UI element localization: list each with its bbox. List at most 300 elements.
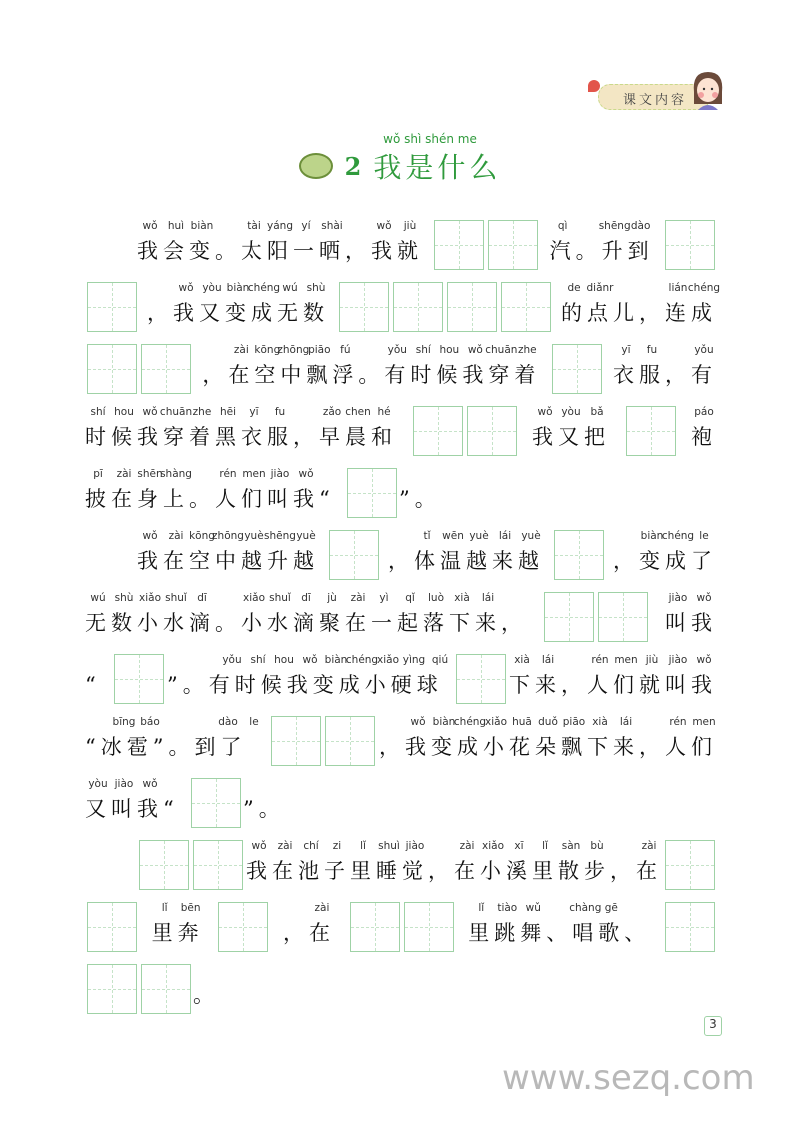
pinyin: zài	[168, 530, 184, 542]
pinyin-row	[561, 282, 721, 298]
pinyin	[189, 468, 215, 484]
girl-avatar-icon	[690, 70, 726, 110]
pinyin: biàn	[190, 220, 214, 232]
answer-box[interactable]	[447, 282, 497, 332]
blank-group	[663, 220, 717, 270]
blank-group	[432, 220, 540, 270]
pinyin	[163, 716, 189, 732]
text-segment	[379, 716, 717, 766]
lesson-title-text: 我是什么	[373, 151, 502, 184]
pinyin: yìng	[402, 654, 426, 666]
hanzi-text: 我在空中越升越	[137, 549, 319, 573]
answer-box[interactable]	[141, 344, 191, 394]
pinyin: yǒu	[694, 344, 714, 356]
pinyin-row	[379, 716, 717, 732]
pinyin: wǔ	[525, 902, 541, 914]
pinyin: chéng	[247, 282, 281, 294]
pinyin: zi	[332, 840, 342, 852]
text-segment	[85, 716, 267, 766]
pinyin-row	[283, 902, 335, 918]
blank-group	[85, 282, 139, 332]
pinyin: chéng	[661, 530, 695, 542]
pinyin: zài	[314, 902, 330, 914]
blank-group	[85, 344, 193, 394]
text-segment	[243, 778, 295, 828]
text-segment	[137, 530, 319, 580]
text-line	[85, 518, 717, 580]
hanzi-text: 又叫我“	[85, 797, 179, 821]
answer-box[interactable]	[347, 468, 397, 518]
pinyin: hou	[439, 344, 460, 356]
text-segment	[85, 654, 111, 704]
pinyin: wǒ	[467, 344, 483, 356]
text-segment	[152, 902, 204, 952]
pinyin-row	[202, 344, 540, 360]
pinyin-row	[193, 964, 219, 980]
answer-box[interactable]	[554, 530, 604, 580]
pinyin: chuān	[485, 344, 518, 356]
blank-group	[85, 902, 139, 952]
pinyin: yuè	[521, 530, 541, 542]
answer-box[interactable]	[467, 406, 517, 456]
pinyin: fu	[646, 344, 658, 356]
lesson-number: 2	[344, 151, 362, 181]
pinyin: wǒ	[696, 592, 712, 604]
hanzi-text: 的点儿，连成	[561, 301, 717, 325]
pinyin: yòu	[202, 282, 222, 294]
text-segment	[246, 840, 662, 890]
pinyin: rén	[669, 716, 687, 728]
text-segment	[283, 902, 335, 952]
pinyin: wǒ	[142, 406, 158, 418]
pinyin-row	[137, 530, 319, 546]
pinyin: jiào	[668, 654, 688, 666]
pinyin-row	[85, 406, 397, 422]
text-segment	[399, 468, 451, 518]
blank-group	[137, 840, 245, 890]
pinyin-row	[85, 716, 267, 732]
answer-box[interactable]	[87, 282, 137, 332]
hanzi-text: 里奔	[151, 921, 204, 945]
pinyin: yǒu	[387, 344, 407, 356]
pinyin: wú	[282, 282, 298, 294]
hanzi-text: 袍	[691, 425, 717, 449]
pinyin: chéng	[345, 654, 379, 666]
pinyin: hēi	[219, 406, 237, 418]
answer-box[interactable]	[141, 964, 191, 1014]
pinyin: pī	[93, 468, 103, 480]
pinyin	[388, 530, 414, 546]
pig-badge-icon	[299, 153, 333, 179]
pinyin: shuǐ	[165, 592, 187, 604]
pinyin: biàn	[640, 530, 664, 542]
pinyin-row	[167, 654, 453, 670]
pinyin-row	[85, 468, 345, 484]
pinyin: xià	[592, 716, 608, 728]
answer-box[interactable]	[434, 220, 484, 270]
pinyin-row	[532, 406, 610, 422]
pinyin: yuè	[469, 530, 489, 542]
pinyin: yòu	[88, 778, 108, 790]
pinyin-row	[691, 406, 717, 422]
pinyin: bīng	[112, 716, 136, 728]
text-segment	[613, 344, 717, 394]
pinyin: sàn	[561, 840, 581, 852]
pinyin-row	[665, 592, 717, 608]
hanzi-text: 叫我	[665, 611, 717, 635]
text-segment	[550, 220, 654, 270]
answer-box[interactable]	[271, 716, 321, 766]
pinyin: men	[614, 654, 638, 666]
pinyin	[243, 778, 269, 794]
pinyin	[613, 530, 639, 546]
pinyin	[319, 468, 345, 484]
pinyin: wǒ	[410, 716, 426, 728]
pinyin	[399, 468, 425, 484]
answer-box[interactable]	[598, 592, 648, 642]
text-segment	[85, 406, 397, 456]
pinyin: qiú	[431, 654, 449, 666]
pinyin	[167, 654, 193, 670]
pinyin: zǎo	[322, 406, 342, 418]
pinyin	[639, 716, 665, 732]
pinyin	[215, 220, 241, 236]
pinyin: shēng	[264, 530, 296, 542]
text-segment	[85, 778, 189, 828]
pinyin: kōng	[254, 344, 281, 356]
pinyin: fú	[340, 344, 351, 356]
pinyin: lǐ	[542, 840, 548, 852]
pinyin: huā	[512, 716, 532, 728]
pinyin: xiǎo	[139, 592, 161, 604]
pinyin: shí	[250, 654, 266, 666]
pinyin	[163, 778, 189, 794]
hanzi-text: ，体温越来越	[388, 549, 544, 573]
pinyin: tài	[247, 220, 261, 232]
pinyin: men	[242, 468, 266, 480]
blank-group	[327, 530, 381, 580]
pinyin	[665, 344, 691, 360]
pinyin: lái	[541, 654, 555, 666]
pinyin: yí	[301, 220, 311, 232]
pinyin	[501, 592, 527, 608]
pinyin: shuǐ	[269, 592, 291, 604]
hanzi-text: 我在池子里睡觉，在小溪里散步，在	[246, 859, 662, 883]
pinyin	[293, 406, 319, 422]
pinyin: wǒ	[142, 220, 158, 232]
pinyin-row	[388, 530, 544, 546]
pinyin: chí	[303, 840, 319, 852]
text-line	[85, 642, 717, 704]
text-line	[85, 952, 717, 1014]
pinyin: wǒ	[251, 840, 267, 852]
pinyin: le	[249, 716, 259, 728]
hanzi-text: 。	[193, 983, 219, 1007]
blank-group	[112, 654, 166, 704]
pinyin: luò	[428, 592, 444, 604]
hanzi-text: ，变成了	[613, 549, 717, 573]
answer-box[interactable]	[329, 530, 379, 580]
pinyin-row	[246, 840, 662, 856]
answer-box[interactable]	[552, 344, 602, 394]
answer-box[interactable]	[339, 282, 389, 332]
answer-box[interactable]	[325, 716, 375, 766]
answer-box[interactable]	[544, 592, 594, 642]
hanzi-text: 我会变。太阳一晒，我就	[137, 239, 423, 263]
pinyin: wǒ	[142, 778, 158, 790]
hanzi-text: ”。	[243, 797, 285, 821]
pinyin: lián	[668, 282, 688, 294]
pinyin: shí	[90, 406, 106, 418]
pinyin: lái	[481, 592, 495, 604]
pinyin: chen	[345, 406, 371, 418]
pinyin-row	[613, 344, 717, 360]
pinyin: men	[692, 716, 716, 728]
pinyin-row	[147, 282, 329, 298]
answer-box[interactable]	[87, 902, 137, 952]
pinyin: lǐ	[478, 902, 485, 914]
pinyin: biàn	[226, 282, 250, 294]
pinyin	[85, 654, 111, 670]
hanzi-text: 时候我穿着黑衣服，早晨和	[85, 425, 397, 449]
text-line	[85, 766, 717, 828]
lesson-title	[0, 132, 800, 186]
pinyin: tǐ	[423, 530, 431, 542]
blank-group	[663, 840, 717, 890]
hanzi-text: 披在身上。人们叫我“	[85, 487, 335, 511]
text-line	[85, 270, 721, 332]
pinyin: jù	[327, 592, 337, 604]
blank-group	[552, 530, 606, 580]
pinyin: shù	[306, 282, 326, 294]
pinyin: yáng	[267, 220, 293, 232]
text-line	[85, 828, 717, 890]
pinyin: zhe	[192, 406, 212, 418]
text-line	[85, 332, 717, 394]
text-segment	[532, 406, 610, 456]
pinyin	[624, 902, 650, 918]
pinyin: le	[699, 530, 709, 542]
pinyin: zhōng	[212, 530, 244, 542]
text-segment	[137, 220, 423, 270]
blank-group	[269, 716, 377, 766]
pinyin: xiǎo	[377, 654, 399, 666]
blank-group	[189, 778, 243, 828]
pinyin: zài	[233, 344, 249, 356]
pinyin	[428, 840, 454, 856]
hanzi-text: 无数小水滴。小水滴聚在一起落下来，	[85, 611, 527, 635]
pinyin: biàn	[432, 716, 456, 728]
pinyin: gē	[604, 902, 618, 914]
title-pinyin: wǒ shì shén me	[383, 132, 477, 146]
pinyin: dī	[301, 592, 311, 604]
pinyin: yǒu	[222, 654, 242, 666]
pinyin	[202, 344, 228, 360]
watermark: www.sezq.com	[502, 1058, 755, 1098]
pinyin: qǐ	[405, 592, 415, 604]
pinyin: jiù	[403, 220, 417, 232]
pinyin: shēn	[137, 468, 163, 480]
text-segment	[665, 592, 717, 642]
pinyin: xiǎo	[485, 716, 507, 728]
pinyin-row	[550, 220, 654, 236]
pinyin: qì	[557, 220, 568, 232]
text-line	[85, 456, 717, 518]
pinyin-row	[85, 592, 527, 608]
answer-box[interactable]	[456, 654, 506, 704]
pinyin: piāo	[308, 344, 331, 356]
hanzi-text: 衣服，有	[612, 363, 717, 387]
text-segment	[85, 468, 345, 518]
pinyin: yuè	[296, 530, 316, 542]
pinyin: dào	[630, 220, 651, 232]
pinyin: tiào	[497, 902, 518, 914]
pinyin: chàng	[569, 902, 602, 914]
pinyin: shuì	[378, 840, 400, 852]
pinyin	[147, 282, 173, 298]
answer-box[interactable]	[193, 840, 243, 890]
blank-group	[337, 282, 553, 332]
answer-box[interactable]	[626, 406, 676, 456]
pinyin: lái	[498, 530, 512, 542]
hanzi-text: ，我变成小花朵飘下来，人们	[379, 735, 717, 759]
pinyin	[193, 654, 219, 670]
pinyin: de	[567, 282, 581, 294]
pinyin: wǒ	[376, 220, 392, 232]
blank-group	[345, 468, 399, 518]
pinyin: hou	[274, 654, 294, 666]
pinyin: wǒ	[537, 406, 553, 418]
pinyin: shēng	[598, 220, 631, 232]
section-tag-label: 课文内容	[623, 93, 688, 108]
pinyin-row	[509, 654, 717, 670]
blank-group	[411, 406, 519, 456]
text-segment	[167, 654, 453, 704]
text-line	[85, 890, 717, 952]
pinyin: fu	[274, 406, 286, 418]
pinyin	[639, 282, 665, 298]
pinyin: xià	[514, 654, 530, 666]
pinyin: xī	[514, 840, 524, 852]
answer-box[interactable]	[665, 840, 715, 890]
pinyin: wǒ	[298, 468, 314, 480]
answer-box[interactable]	[87, 964, 137, 1014]
pinyin: shí	[415, 344, 431, 356]
hanzi-text: “	[85, 673, 101, 697]
hanzi-text: ，在	[282, 921, 335, 945]
pinyin: yī	[621, 344, 631, 356]
answer-box[interactable]	[114, 654, 164, 704]
pinyin: lái	[619, 716, 633, 728]
hanzi-text: ，在空中飘浮。有时候我穿着	[202, 363, 541, 387]
pinyin: wú	[90, 592, 106, 604]
text-segment	[468, 902, 650, 952]
pinyin: huì	[167, 220, 185, 232]
pinyin: shù	[114, 592, 134, 604]
pinyin: bù	[590, 840, 604, 852]
text-line	[85, 208, 717, 270]
answer-box[interactable]	[393, 282, 443, 332]
answer-box[interactable]	[350, 902, 400, 952]
answer-box[interactable]	[404, 902, 454, 952]
pinyin-row	[243, 778, 295, 794]
pinyin	[379, 716, 405, 732]
pinyin: wǒ	[142, 530, 158, 542]
blank-group	[550, 344, 604, 394]
answer-box[interactable]	[501, 282, 551, 332]
pinyin-row	[137, 220, 423, 236]
pinyin	[269, 778, 295, 794]
pinyin: hé	[377, 406, 391, 418]
blank-group	[542, 592, 650, 642]
answer-box[interactable]	[191, 778, 241, 828]
hanzi-text: ”。有时候我变成小硬球	[167, 673, 443, 697]
text-segment	[509, 654, 717, 704]
pinyin: jiào	[270, 468, 290, 480]
pinyin: shài	[321, 220, 343, 232]
text-segment	[613, 530, 717, 580]
answer-box[interactable]	[665, 902, 715, 952]
text-line	[85, 394, 717, 456]
text-segment	[691, 406, 717, 456]
pinyin	[561, 654, 587, 670]
text-segment	[388, 530, 544, 580]
page-number: 3	[704, 1016, 722, 1036]
pinyin: xià	[454, 592, 470, 604]
answer-box[interactable]	[139, 840, 189, 890]
pinyin-row	[399, 468, 451, 484]
pinyin: chéng	[687, 282, 721, 294]
blank-group	[454, 654, 508, 704]
pinyin: chuān	[159, 406, 193, 418]
pinyin: zài	[641, 840, 657, 852]
pinyin-row	[85, 654, 111, 670]
blank-group	[663, 902, 717, 952]
pinyin: diǎnr	[586, 282, 614, 294]
answer-box[interactable]	[488, 220, 538, 270]
pinyin: rén	[219, 468, 237, 480]
text-line	[85, 580, 717, 642]
answer-box[interactable]	[87, 344, 137, 394]
pinyin: biàn	[324, 654, 348, 666]
pinyin: yì	[379, 592, 389, 604]
blank-group	[348, 902, 456, 952]
answer-box[interactable]	[218, 902, 268, 952]
pinyin: xiǎo	[482, 840, 504, 852]
pinyin: zhe	[518, 344, 537, 356]
pinyin: wēn	[442, 530, 464, 542]
pinyin: yuè	[244, 530, 264, 542]
blank-group	[216, 902, 270, 952]
pinyin	[193, 964, 219, 980]
pinyin: báo	[140, 716, 160, 728]
pinyin: dào	[218, 716, 238, 728]
hanzi-text: ”。	[399, 487, 441, 511]
pinyin	[610, 840, 636, 856]
pinyin	[358, 344, 384, 360]
pinyin: páo	[694, 406, 714, 418]
hanzi-text: ，我又变成无数	[147, 301, 329, 325]
pinyin-row	[613, 530, 717, 546]
pinyin: zài	[350, 592, 366, 604]
answer-box[interactable]	[413, 406, 463, 456]
pinyin: zài	[459, 840, 475, 852]
blank-group	[624, 406, 678, 456]
text-line	[85, 704, 717, 766]
text-segment	[202, 344, 540, 394]
text-segment	[85, 592, 527, 642]
answer-box[interactable]	[665, 220, 715, 270]
